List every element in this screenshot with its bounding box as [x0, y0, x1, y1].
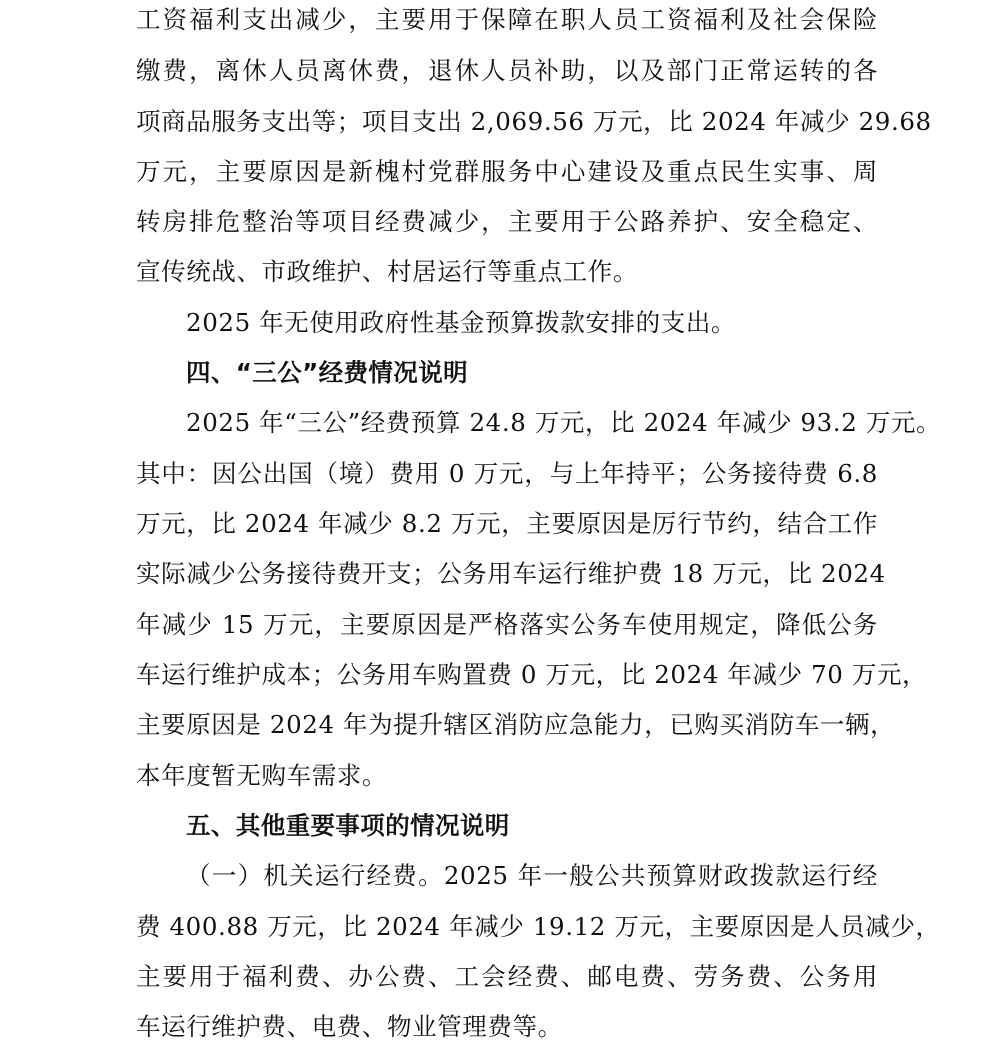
paragraph-line: 万元，比 2024 年减少 8.2 万元，主要原因是厉行节约，结合工作 — [136, 509, 878, 538]
paragraph-line: 工资福利支出减少，主要用于保障在职人员工资福利及社会保险 — [136, 5, 878, 34]
paragraph-line: 车运行维护费、电费、物业管理费等。 — [136, 1012, 563, 1041]
paragraph-line: 2025 年无使用政府性基金预算拨款安排的支出。 — [186, 308, 737, 337]
paragraph-line: 万元，主要原因是新槐村党群服务中心建设及重点民生实事、周 — [136, 157, 878, 186]
section-heading: 四、“三公”经费情况说明 — [186, 358, 469, 387]
section-heading: 五、其他重要事项的情况说明 — [186, 811, 510, 840]
paragraph-line: 宣传统战、市政维护、村居运行等重点工作。 — [136, 257, 638, 286]
paragraph-line: 年减少 15 万元，主要原因是严格落实公务车使用规定，降低公务 — [136, 610, 878, 639]
paragraph-line: 其中：因公出国（境）费用 0 万元，与上年持平；公务接待费 6.8 — [136, 459, 878, 488]
paragraph-line: 主要用于福利费、办公费、工会经费、邮电费、劳务费、公务用 — [136, 962, 878, 991]
paragraph-line: 实际减少公务接待费开支；公务用车运行维护费 18 万元，比 2024 — [136, 559, 886, 588]
paragraph-line: 缴费，离休人员离休费，退休人员补助，以及部门正常运转的各 — [136, 56, 878, 85]
paragraph-line: 本年度暂无购车需求。 — [136, 761, 387, 790]
paragraph-line: 费 400.88 万元，比 2024 年减少 19.12 万元，主要原因是人员减少， — [136, 912, 941, 941]
paragraph-line: 2025 年“三公”经费预算 24.8 万元，比 2024 年减少 93.2 万元。 — [186, 408, 942, 437]
paragraph-line: 转房排危整治等项目经费减少，主要用于公路养护、安全稳定、 — [136, 207, 878, 236]
paragraph-line: （一）机关运行经费。2025 年一般公共预算财政拨款运行经 — [186, 861, 878, 890]
paragraph-line: 项商品服务支出等；项目支出 2,069.56 万元，比 2024 年减少 29.68 — [136, 107, 932, 136]
paragraph-line: 主要原因是 2024 年为提升辖区消防应急能力，已购买消防车一辆， — [136, 710, 896, 739]
paragraph-line: 车运行维护成本；公务用车购置费 0 万元，比 2024 年减少 70 万元， — [136, 660, 928, 689]
